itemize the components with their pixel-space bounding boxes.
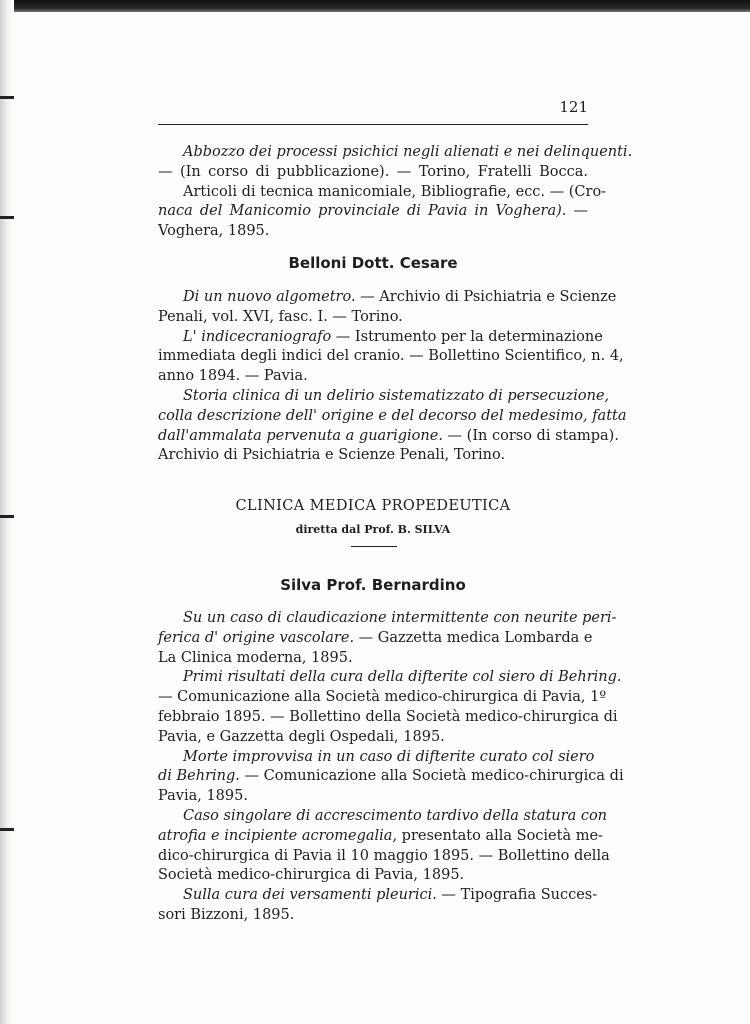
bib-line: Società medico-chirurgica di Pavia, 1895. (158, 867, 465, 884)
bib-line: atrofia e incipiente acromegalia, presentato alla Società me- (158, 827, 603, 844)
bib-line: Morte improvvisa in un caso di difterite curato col siero (183, 748, 595, 765)
bib-line: colla descrizione dell' origine e del decorso del medesimo, fatta (158, 407, 627, 424)
bib-line: dall'ammalata pervenuta a guarigione. — (In corso di stampa). (158, 427, 619, 444)
section-silva (158, 609, 624, 926)
bib-line: anno 1894. — Pavia. (158, 368, 308, 385)
binding-mark (0, 828, 14, 831)
bib-line: Penali, vol. XVI, fasc. I. — Torino. (158, 308, 403, 325)
bib-line: Sulla cura dei versamenti pleurici. — Tipografia Succes- (183, 887, 598, 904)
bib-line: Articoli di tecnica manicomiale, Bibliografie, ecc. — (Cro- (183, 183, 607, 200)
bib-line: — Comunicazione alla Società medico-chirurgica di Pavia, 1º (158, 689, 607, 706)
department-director: diretta dal Prof. B. SILVA (295, 523, 451, 536)
scan-top-edge (0, 0, 750, 12)
bib-line: di Behring. — Comunicazione alla Società medico-chirurgica di (158, 768, 624, 785)
bib-line: Di un nuovo algometro. — Archivio di Psichiatria e Scienze (183, 289, 617, 305)
bib-line: sori Bizzoni, 1895. (158, 906, 295, 923)
bib-line: L' indicecraniografo — Istrumento per la determinazione (183, 328, 603, 345)
header-rule (158, 124, 588, 125)
bib-line: Storia clinica di un delirio sistematizzato di persecuzione, (183, 387, 610, 404)
bib-line: Primi risultati della cura della difterite col siero di Behring. (183, 669, 622, 686)
bib-line: Pavia, 1895. (158, 788, 248, 805)
bib-line: Abbozzo dei processi psichici negli alienati e nei delinquenti. (183, 144, 633, 160)
page-number: 121 (559, 98, 588, 116)
section-divider (351, 546, 397, 547)
continuation-block (158, 143, 633, 242)
bib-line: Archivio di Psichiatria e Scienze Penali, Torino. (158, 447, 506, 464)
bib-line: Voghera, 1895. (158, 223, 270, 240)
binding-edge (0, 0, 14, 1024)
department-title: CLINICA MEDICA PROPEDEUTICA (235, 498, 511, 514)
bib-line: Su un caso di claudicazione intermittente con neurite peri- (183, 610, 617, 626)
bib-line: febbraio 1895. — Bollettino della Società medico-chirurgica di (158, 708, 618, 725)
bib-line: La Clinica moderna, 1895. (158, 649, 353, 666)
bib-line: naca del Manicomio provinciale di Pavia in Voghera). — (158, 203, 589, 220)
bib-line: ferica d' origine vascolare. — Gazzetta medica Lombarda e (158, 629, 593, 646)
section-belloni (158, 288, 627, 466)
binding-mark (0, 96, 14, 99)
bib-line: immediata degli indici del cranio. — Bollettino Scientifico, n. 4, (158, 348, 624, 365)
bib-line: Caso singolare di accrescimento tardivo della statura con (183, 807, 608, 824)
bib-line: — (In corso di pubblicazione). — Torino, Fratelli Bocca. (158, 163, 588, 180)
binding-mark (0, 216, 14, 219)
author-heading-silva: Silva Prof. Bernardino (280, 576, 466, 594)
bib-line: Pavia, e Gazzetta degli Ospedali, 1895. (158, 728, 445, 745)
binding-mark (0, 515, 14, 518)
bib-line: dico-chirurgica di Pavia il 10 maggio 1895. — Bollettino della (158, 847, 610, 864)
author-heading-belloni: Belloni Dott. Cesare (288, 254, 458, 272)
